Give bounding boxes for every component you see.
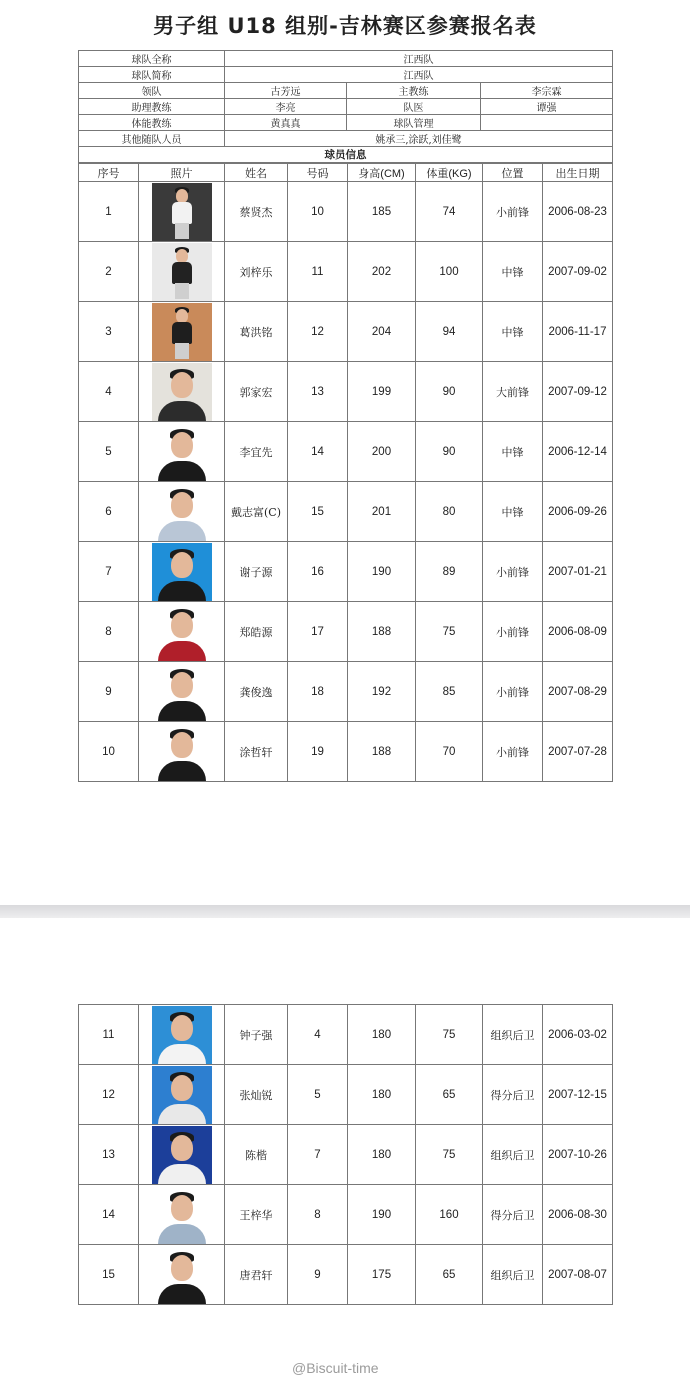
player-photo xyxy=(152,483,212,541)
player-photo xyxy=(152,423,212,481)
player-birth-date: 2007-09-12 xyxy=(543,362,613,422)
player-photo-cell xyxy=(139,1005,225,1065)
page-separator xyxy=(0,905,690,918)
player-weight: 70 xyxy=(416,722,483,782)
player-name: 李宜先 xyxy=(225,422,288,482)
player-photo xyxy=(152,1126,212,1184)
player-photo-cell xyxy=(139,1125,225,1185)
table-row xyxy=(79,542,613,602)
head-coach-value: 李宗霖 xyxy=(481,83,613,99)
player-name: 钟子强 xyxy=(225,1005,288,1065)
team-doctor-value: 谭强 xyxy=(481,99,613,115)
fitness-coach-value: 黄真真 xyxy=(225,115,347,131)
player-position: 小前锋 xyxy=(483,602,543,662)
player-name: 张灿锐 xyxy=(225,1065,288,1125)
player-photo-cell xyxy=(139,422,225,482)
table-row xyxy=(79,302,613,362)
player-roster-table-continued xyxy=(78,1004,613,1305)
player-number: 4 xyxy=(288,1005,348,1065)
player-position: 小前锋 xyxy=(483,662,543,722)
player-number: 17 xyxy=(288,602,348,662)
player-position: 得分后卫 xyxy=(483,1185,543,1245)
player-name: 郑皓源 xyxy=(225,602,288,662)
player-position: 得分后卫 xyxy=(483,1065,543,1125)
player-height: 188 xyxy=(348,602,416,662)
player-position: 中锋 xyxy=(483,242,543,302)
player-name: 陈楷 xyxy=(225,1125,288,1185)
player-position: 组织后卫 xyxy=(483,1245,543,1305)
document-page-2 xyxy=(0,918,690,1388)
player-weight: 89 xyxy=(416,542,483,602)
player-birth-date: 2007-12-15 xyxy=(543,1065,613,1125)
table-row xyxy=(79,722,613,782)
player-height: 204 xyxy=(348,302,416,362)
player-weight: 65 xyxy=(416,1245,483,1305)
col-header-index: 序号 xyxy=(79,164,139,182)
leader-value: 古芳远 xyxy=(225,83,347,99)
player-number: 13 xyxy=(288,362,348,422)
player-number: 10 xyxy=(288,182,348,242)
player-weight: 90 xyxy=(416,422,483,482)
col-header-height: 身高(CM) xyxy=(348,164,416,182)
section-header-row xyxy=(79,147,613,163)
player-number: 12 xyxy=(288,302,348,362)
team-info-table xyxy=(78,50,613,163)
player-birth-date: 2007-08-29 xyxy=(543,662,613,722)
player-photo-cell xyxy=(139,242,225,302)
player-photo xyxy=(152,723,212,781)
player-height: 180 xyxy=(348,1005,416,1065)
player-photo-cell xyxy=(139,302,225,362)
col-header-name: 姓名 xyxy=(225,164,288,182)
team-manager-label: 球队管理 xyxy=(347,115,481,131)
head-coach-label: 主教练 xyxy=(347,83,481,99)
player-photo xyxy=(152,1246,212,1304)
player-birth-date: 2006-08-30 xyxy=(543,1185,613,1245)
player-birth-date: 2006-08-23 xyxy=(543,182,613,242)
player-number: 14 xyxy=(288,422,348,482)
fitness-coach-label: 体能教练 xyxy=(79,115,225,131)
table-row xyxy=(79,602,613,662)
roster-body-page-2 xyxy=(79,1005,613,1305)
roster-header-row xyxy=(79,164,613,182)
player-position: 小前锋 xyxy=(483,722,543,782)
player-index: 5 xyxy=(79,422,139,482)
player-position: 小前锋 xyxy=(483,182,543,242)
player-name: 葛洪铭 xyxy=(225,302,288,362)
player-index: 11 xyxy=(79,1005,139,1065)
table-row xyxy=(79,1185,613,1245)
team-full-name-label: 球队全称 xyxy=(79,51,225,67)
player-info-section-title: 球员信息 xyxy=(79,147,613,163)
player-height: 192 xyxy=(348,662,416,722)
fitness-row xyxy=(79,115,613,131)
player-name: 王梓华 xyxy=(225,1185,288,1245)
col-header-photo: 照片 xyxy=(139,164,225,182)
player-photo-cell xyxy=(139,362,225,422)
player-position: 组织后卫 xyxy=(483,1005,543,1065)
player-name: 涂哲轩 xyxy=(225,722,288,782)
player-height: 185 xyxy=(348,182,416,242)
player-photo xyxy=(152,183,212,241)
player-photo xyxy=(152,243,212,301)
player-number: 19 xyxy=(288,722,348,782)
player-name: 谢子源 xyxy=(225,542,288,602)
player-birth-date: 2007-09-02 xyxy=(543,242,613,302)
player-position: 中锋 xyxy=(483,302,543,362)
player-birth-date: 2006-08-09 xyxy=(543,602,613,662)
player-index: 7 xyxy=(79,542,139,602)
player-photo xyxy=(152,1006,212,1064)
player-weight: 75 xyxy=(416,1005,483,1065)
player-height: 200 xyxy=(348,422,416,482)
col-header-birth: 出生日期 xyxy=(543,164,613,182)
assistant-row xyxy=(79,99,613,115)
assistant-coach-value: 李亮 xyxy=(225,99,347,115)
player-weight: 94 xyxy=(416,302,483,362)
other-staff-label: 其他随队人员 xyxy=(79,131,225,147)
player-photo-cell xyxy=(139,662,225,722)
player-birth-date: 2007-10-26 xyxy=(543,1125,613,1185)
player-height: 190 xyxy=(348,542,416,602)
player-photo-cell xyxy=(139,182,225,242)
player-height: 188 xyxy=(348,722,416,782)
team-doctor-label: 队医 xyxy=(347,99,481,115)
player-photo-cell xyxy=(139,1185,225,1245)
player-number: 8 xyxy=(288,1185,348,1245)
player-photo-cell xyxy=(139,602,225,662)
player-photo xyxy=(152,1186,212,1244)
player-weight: 160 xyxy=(416,1185,483,1245)
table-row xyxy=(79,422,613,482)
table-row xyxy=(79,362,613,422)
player-index: 9 xyxy=(79,662,139,722)
player-weight: 85 xyxy=(416,662,483,722)
player-weight: 90 xyxy=(416,362,483,422)
table-row xyxy=(79,182,613,242)
team-manager-value xyxy=(481,115,613,131)
player-number: 18 xyxy=(288,662,348,722)
player-height: 175 xyxy=(348,1245,416,1305)
player-birth-date: 2007-01-21 xyxy=(543,542,613,602)
team-full-name-value: 江西队 xyxy=(225,51,613,67)
player-index: 13 xyxy=(79,1125,139,1185)
player-height: 199 xyxy=(348,362,416,422)
col-header-number: 号码 xyxy=(288,164,348,182)
player-weight: 80 xyxy=(416,482,483,542)
player-index: 3 xyxy=(79,302,139,362)
table-row xyxy=(79,1245,613,1305)
player-index: 12 xyxy=(79,1065,139,1125)
player-height: 180 xyxy=(348,1125,416,1185)
player-roster-table xyxy=(78,163,613,782)
player-name: 蔡贤杰 xyxy=(225,182,288,242)
player-position: 中锋 xyxy=(483,422,543,482)
player-photo xyxy=(152,303,212,361)
table-row xyxy=(79,482,613,542)
player-number: 5 xyxy=(288,1065,348,1125)
player-index: 15 xyxy=(79,1245,139,1305)
player-index: 2 xyxy=(79,242,139,302)
roster-body-page-1 xyxy=(79,164,613,782)
assistant-coach-label: 助理教练 xyxy=(79,99,225,115)
player-photo-cell xyxy=(139,1245,225,1305)
player-number: 15 xyxy=(288,482,348,542)
player-index: 4 xyxy=(79,362,139,422)
player-position: 小前锋 xyxy=(483,542,543,602)
player-height: 190 xyxy=(348,1185,416,1245)
player-height: 180 xyxy=(348,1065,416,1125)
form-title: 男子组 U18 组别-吉林赛区参赛报名表 xyxy=(153,14,537,38)
player-number: 7 xyxy=(288,1125,348,1185)
player-number: 11 xyxy=(288,242,348,302)
player-position: 组织后卫 xyxy=(483,1125,543,1185)
others-row xyxy=(79,131,613,147)
player-index: 14 xyxy=(79,1185,139,1245)
player-birth-date: 2006-12-14 xyxy=(543,422,613,482)
player-photo-cell xyxy=(139,482,225,542)
player-number: 9 xyxy=(288,1245,348,1305)
team-short-name-row xyxy=(79,67,613,83)
player-photo xyxy=(152,1066,212,1124)
team-short-name-label: 球队简称 xyxy=(79,67,225,83)
player-weight: 65 xyxy=(416,1065,483,1125)
player-photo-cell xyxy=(139,722,225,782)
player-birth-date: 2006-09-26 xyxy=(543,482,613,542)
col-header-weight: 体重(KG) xyxy=(416,164,483,182)
player-photo xyxy=(152,663,212,721)
player-photo xyxy=(152,543,212,601)
player-photo xyxy=(152,603,212,661)
team-short-name-value: 江西队 xyxy=(225,67,613,83)
player-number: 16 xyxy=(288,542,348,602)
table-row xyxy=(79,1125,613,1185)
player-weight: 100 xyxy=(416,242,483,302)
player-birth-date: 2006-03-02 xyxy=(543,1005,613,1065)
player-index: 1 xyxy=(79,182,139,242)
player-index: 10 xyxy=(79,722,139,782)
player-height: 202 xyxy=(348,242,416,302)
player-photo xyxy=(152,363,212,421)
player-name: 龚俊逸 xyxy=(225,662,288,722)
player-photo-cell xyxy=(139,1065,225,1125)
player-weight: 75 xyxy=(416,1125,483,1185)
player-index: 8 xyxy=(79,602,139,662)
table-row xyxy=(79,242,613,302)
player-name: 唐君轩 xyxy=(225,1245,288,1305)
player-position: 中锋 xyxy=(483,482,543,542)
player-birth-date: 2007-08-07 xyxy=(543,1245,613,1305)
player-name: 郭家宏 xyxy=(225,362,288,422)
player-birth-date: 2006-11-17 xyxy=(543,302,613,362)
table-row xyxy=(79,662,613,722)
player-index: 6 xyxy=(79,482,139,542)
player-weight: 74 xyxy=(416,182,483,242)
player-photo-cell xyxy=(139,542,225,602)
player-name: 戴志富(C) xyxy=(225,482,288,542)
watermark: @Biscuit-time xyxy=(292,1360,379,1376)
table-row xyxy=(79,1005,613,1065)
team-full-name-row xyxy=(79,51,613,67)
player-weight: 75 xyxy=(416,602,483,662)
leader-label: 领队 xyxy=(79,83,225,99)
player-position: 大前锋 xyxy=(483,362,543,422)
player-height: 201 xyxy=(348,482,416,542)
player-birth-date: 2007-07-28 xyxy=(543,722,613,782)
table-row xyxy=(79,1065,613,1125)
col-header-position: 位置 xyxy=(483,164,543,182)
other-staff-value: 姚承三,涂跃,刘佳鹭 xyxy=(225,131,613,147)
leader-row xyxy=(79,83,613,99)
player-name: 刘梓乐 xyxy=(225,242,288,302)
